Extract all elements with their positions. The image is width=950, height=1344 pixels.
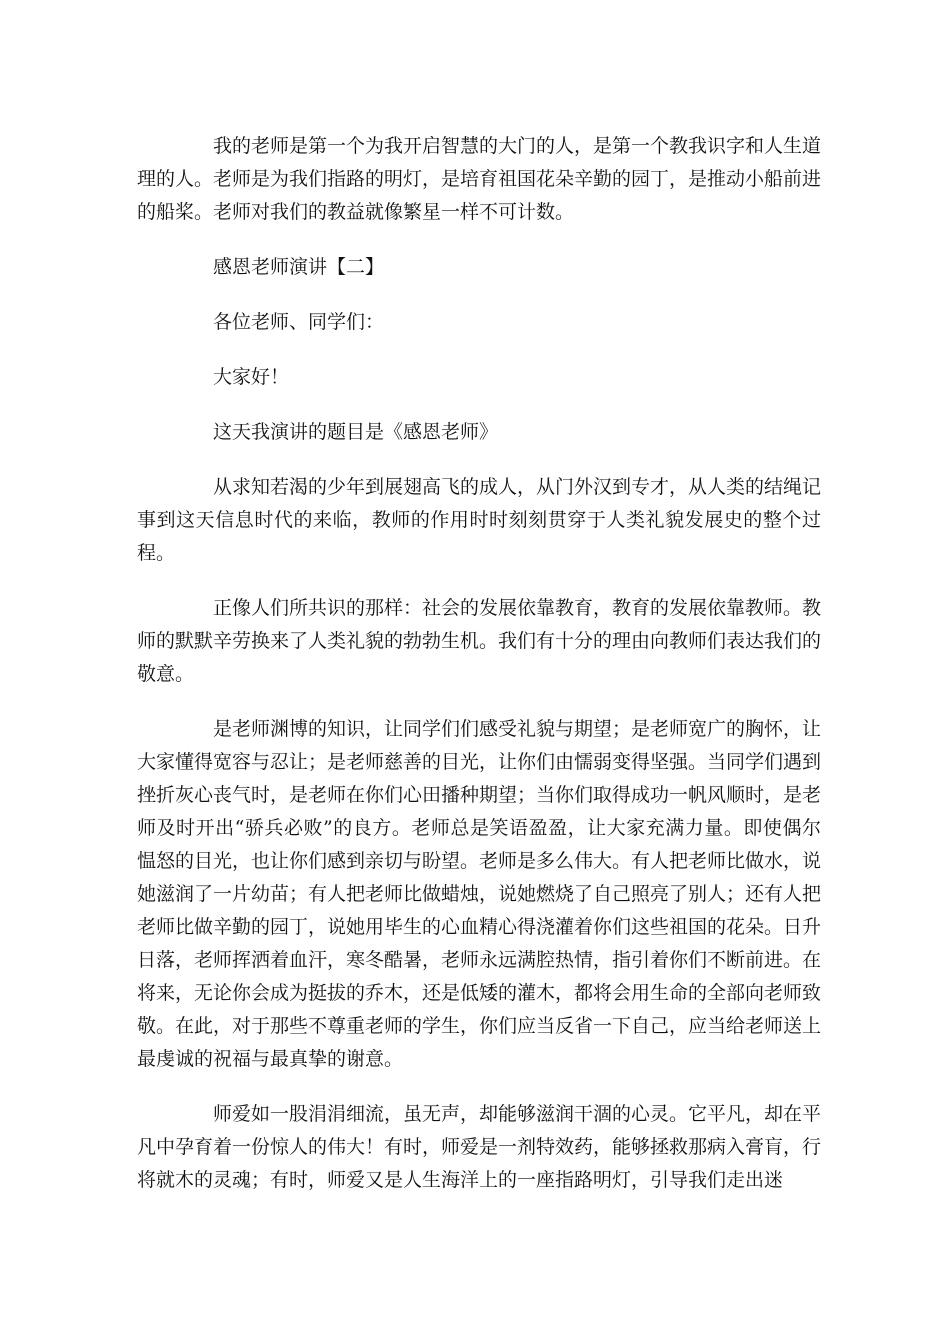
paragraph-teacher-love: 师爱如一股涓涓细流，虽无声，却能够滋润干涸的心灵。它平凡，却在平凡中孕育着一份惊人的伟大！有时，师爱是一剂特效药，能够拯救那病入膏肓，行将就木的灵魂；有时，师爱又是人生海洋上的一座指路明灯，引导我们走出迷 — [137, 1103, 822, 1191]
document-body — [137, 130, 821, 1219]
salutation: 各位老师、同学们： — [213, 311, 385, 333]
paragraph-education: 正像人们所共识的那样：社会的发展依靠教育，教育的发展依靠教师。教师的默默辛劳换来了人类礼貌的勃勃生机。我们有十分的理由向教师们表达我们的敬意。 — [137, 597, 822, 685]
speech-title: 这天我演讲的题目是《感恩老师》 — [213, 421, 499, 443]
paragraph-intro: 我的老师是第一个为我开启智慧的大门的人，是第一个教我识字和人生道理的人。老师是为我们指路的明灯，是培育祖国花朵辛勤的园丁，是推动小船前进的船桨。老师对我们的教益就像繁星一样不可计数。 — [137, 135, 822, 223]
paragraph-teacher-virtues: 是老师渊博的知识，让同学们们感受礼貌与期望；是老师宽广的胸怀，让大家懂得宽容与忍让；是老师慈善的目光，让你们由懦弱变得坚强。当同学们遇到挫折灰心丧气时，是老师在你们心田播种期望；当你们取得成功一帆风顺时，是老师及时开出“骄兵必败”的良方。老师总是笑语盈盈，让大家充满力量。即使偶尔愠怒的目光，也让你们感到亲切与盼望。老师是多么伟大。有人把老师比做水，说她滋润了一片幼苗；有人把老师比做蜡烛，说她燃烧了自己照亮了别人；还有人把老师比做辛勤的园丁，说她用毕生的心血精心得浇灌着你们这些祖国的花朵。日升日落，老师挥洒着血汗，寒冬酷暑，老师永远满腔热情，指引着你们不断前进。在将来，无论你会成为挺拔的乔木，还是低矮的灌木，都将会用生命的全部向老师致敬。在此，对于那些不尊重老师的学生，你们应当反省一下自己，应当给老师送上最虔诚的祝福与最真挚的谢意。 — [137, 718, 822, 1070]
section-heading: 感恩老师演讲【二】 — [213, 256, 385, 278]
greeting: 大家好！ — [213, 366, 290, 388]
paragraph-role-of-teachers: 从求知若渴的少年到展翅高飞的成人，从门外汉到专才，从人类的结绳记事到这天信息时代的来临，教师的作用时时刻刻贯穿于人类礼貌发展史的整个过程。 — [137, 476, 822, 564]
